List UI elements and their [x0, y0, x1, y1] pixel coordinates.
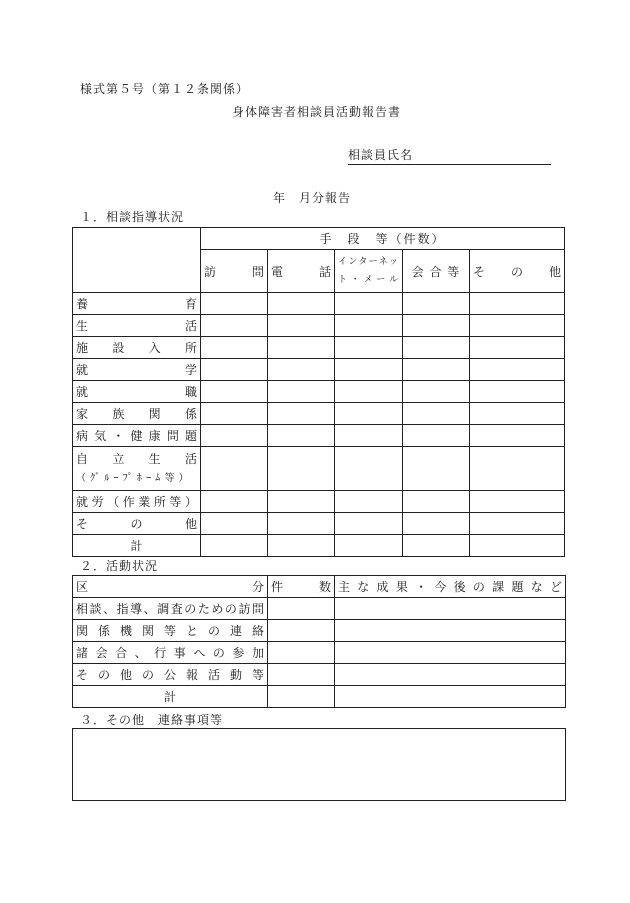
table-cell[interactable] [335, 425, 403, 447]
table-cell[interactable] [335, 359, 403, 381]
row-label-total: 計 [73, 686, 268, 708]
col-meetings: 会 合 等 [403, 250, 470, 293]
table-corner [73, 228, 201, 293]
table-cell[interactable] [470, 403, 565, 425]
table-cell[interactable] [335, 293, 403, 315]
table-cell[interactable] [403, 359, 470, 381]
table-cell[interactable] [201, 447, 268, 491]
table-cell[interactable] [470, 293, 565, 315]
table-cell[interactable] [201, 381, 268, 403]
table-cell[interactable] [335, 447, 403, 491]
table-cell[interactable] [335, 686, 566, 708]
document-title: 身体障害者相談員活動報告書 [232, 105, 402, 119]
row-label-other: そ の 他 [73, 513, 201, 535]
table-cell[interactable] [268, 598, 335, 620]
table-cell[interactable] [403, 491, 470, 513]
table-cell[interactable] [335, 381, 403, 403]
table-cell[interactable] [403, 315, 470, 337]
table-cell[interactable] [470, 535, 565, 557]
table-cell[interactable] [268, 513, 335, 535]
row-label-liaison: 関係機関等との連絡 [73, 620, 268, 642]
col-visit: 訪 問 [201, 250, 268, 293]
table-cell[interactable] [268, 293, 335, 315]
table-cell[interactable] [201, 293, 268, 315]
table-cell[interactable] [335, 642, 566, 664]
table-cell[interactable] [335, 535, 403, 557]
table-cell[interactable] [470, 315, 565, 337]
table-cell[interactable] [268, 337, 335, 359]
table-cell[interactable] [335, 664, 566, 686]
row-label-publicity: その他の公報活動等 [73, 664, 268, 686]
table-cell[interactable] [268, 491, 335, 513]
row-label-visits: 相談、指導、調査のための訪問 [73, 598, 268, 620]
section1-heading: １．相談指導状況 [80, 210, 185, 224]
table-cell[interactable] [335, 491, 403, 513]
table-cell[interactable] [268, 642, 335, 664]
report-period: 年 月分報告 [273, 191, 352, 205]
table-cell[interactable] [268, 447, 335, 491]
table-cell[interactable] [268, 381, 335, 403]
row-label-childcare: 養 育 [73, 293, 201, 315]
table-cell[interactable] [268, 535, 335, 557]
table-cell[interactable] [268, 664, 335, 686]
table-cell[interactable] [403, 513, 470, 535]
table-cell[interactable] [268, 620, 335, 642]
table-cell[interactable] [403, 447, 470, 491]
row-label-total: 計 [73, 535, 201, 557]
activity-table [72, 575, 566, 708]
table-cell[interactable] [201, 403, 268, 425]
row-label-independent-living [73, 447, 201, 491]
header-results: 主な成果・今後の課題など [335, 576, 566, 598]
table-cell[interactable] [403, 293, 470, 315]
table-cell[interactable] [335, 315, 403, 337]
table-cell[interactable] [201, 535, 268, 557]
col-internet-mail: インターネット・メール [335, 250, 403, 293]
table-cell[interactable] [470, 425, 565, 447]
row-label-schooling: 就 学 [73, 359, 201, 381]
table-cell[interactable] [403, 381, 470, 403]
table-cell[interactable] [268, 686, 335, 708]
table-cell[interactable] [403, 403, 470, 425]
table-cell[interactable] [201, 513, 268, 535]
table-cell[interactable] [470, 337, 565, 359]
table-cell[interactable] [268, 403, 335, 425]
section2-heading: ２．活動状況 [80, 559, 159, 573]
table-cell[interactable] [335, 598, 566, 620]
table-cell[interactable] [268, 315, 335, 337]
table-cell[interactable] [470, 381, 565, 403]
header-category: 区 分 [73, 576, 268, 598]
table-cell[interactable] [335, 403, 403, 425]
notes-box[interactable] [72, 728, 566, 801]
table-cell[interactable] [335, 620, 566, 642]
form-number: 様式第５号（第１２条関係） [80, 82, 250, 96]
col-other: そ の 他 [470, 250, 565, 293]
row-label-employment: 就 職 [73, 381, 201, 403]
counselor-name-field[interactable] [348, 146, 551, 165]
counselor-name-label: 相談員氏名 [348, 148, 414, 162]
table-cell[interactable] [335, 513, 403, 535]
table-cell[interactable] [201, 359, 268, 381]
row-label-family: 家 族 関 係 [73, 403, 201, 425]
col-phone: 電 話 [268, 250, 335, 293]
table-cell[interactable] [470, 447, 565, 491]
table-cell[interactable] [268, 359, 335, 381]
group-home-label: （ｸﾞﾙｰﾌﾟﾎｰﾑ等） [76, 472, 193, 484]
table-cell[interactable] [403, 535, 470, 557]
table-cell[interactable] [470, 513, 565, 535]
table-cell[interactable] [201, 315, 268, 337]
table-cell[interactable] [268, 425, 335, 447]
row-label-health: 病気・健康問題 [73, 425, 201, 447]
means-header: 手 段 等（件数） [201, 228, 565, 250]
consultation-table [72, 227, 565, 557]
table-cell[interactable] [201, 337, 268, 359]
table-cell[interactable] [201, 491, 268, 513]
table-cell[interactable] [403, 337, 470, 359]
row-label-meetings: 諸会合、行事への参加 [73, 642, 268, 664]
section3-heading: ３．その他 連絡事項等 [80, 713, 224, 727]
row-label-facility-admission: 施 設 入 所 [73, 337, 201, 359]
row-label-living: 生 活 [73, 315, 201, 337]
header-count: 件 数 [268, 576, 335, 598]
table-cell[interactable] [335, 337, 403, 359]
row-label-work: 就労（作業所等） [73, 491, 201, 513]
independent-living-label: 自 立 生 活 [76, 451, 197, 466]
table-cell[interactable] [470, 359, 565, 381]
table-cell[interactable] [470, 491, 565, 513]
table-cell[interactable] [201, 425, 268, 447]
table-cell[interactable] [403, 425, 470, 447]
